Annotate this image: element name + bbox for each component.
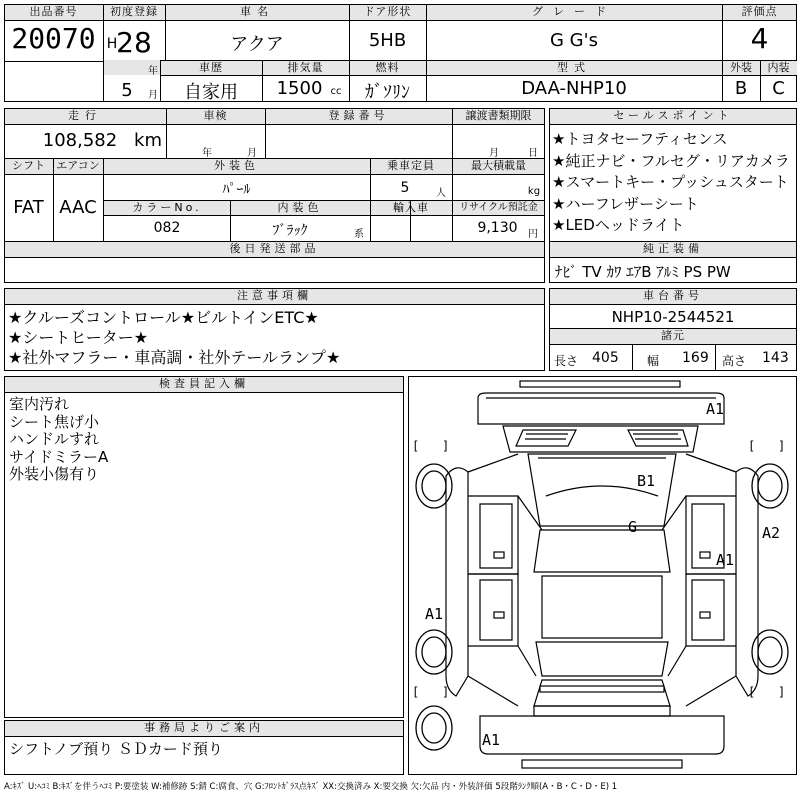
registration-label: 初度登録 [110,5,158,18]
sales-point-item: ★LEDヘッドライト [552,216,685,234]
inspector-notes [9,396,108,484]
inspector-item: シート焦げ小 [9,412,100,431]
score: 4 [750,22,769,55]
svg-text:[: [ [412,685,420,699]
shift: FAT [13,197,44,218]
sales-point-label: セールスポイント [613,109,733,122]
note-item: ★シートヒーター★ [8,328,149,347]
svg-text:]: ] [778,685,786,699]
rear-bumper [480,716,724,754]
office-label: 事務局よりご案内 [144,721,264,734]
width: 169 [682,350,709,366]
color-number: 082 [153,220,181,236]
doc-month-unit: 月 [489,148,499,159]
year-unit: 年 [148,66,158,77]
grade-label: グレード [532,5,616,18]
doc-deadline-label: 譲渡書類期限 [465,109,532,122]
note-item: ★クルーズコントロール★ビルトインETC★ [8,308,319,327]
damage-a1-left: A1 [425,605,444,623]
svg-text:[: [ [412,439,420,453]
rear-window [536,642,668,676]
inspector-item: 外装小傷有り [9,465,100,483]
damage-g-windshield: G [628,518,638,536]
svg-text:[: [ [748,685,756,699]
score-label: 評価点 [741,5,778,18]
door-label: ドア形状 [363,5,412,18]
svg-text:]: ] [778,439,786,453]
right-side [736,468,758,696]
ext-label: 外装 [730,61,752,74]
seats-unit: 人 [436,188,446,199]
ext-score: B [734,78,748,99]
interior-color-unit: 系 [354,229,364,240]
svg-text:]: ] [442,685,450,699]
model-code: DAA-NHP10 [521,78,627,99]
note-item: ★社外マフラー・車高調・社外テールランプ★ [8,348,341,367]
regno-label: 登録番号 [328,109,389,122]
car-name-label: 車名 [240,5,274,18]
color-label: 外装色 [214,159,259,172]
sales-point-item: ★スマートキー・プッシュスタート [552,173,789,191]
equipment: ﾅﾋﾞ TV ｶﾜ ｴｱB ｱﾙﾐ PS PW [555,263,731,281]
grade: G G's [550,30,598,51]
color: ﾊﾟｰﾙ [222,182,251,198]
history-label: 車歴 [199,61,223,74]
month-unit: 月 [148,90,158,101]
int-label: 内装 [767,61,790,74]
svg-text:[: [ [748,439,756,453]
recycle-fee: 9,130 [477,220,518,236]
length: 405 [592,350,619,366]
later-parts-label: 後日発送部品 [229,242,320,255]
hood [528,454,676,526]
ac: AAC [59,197,97,218]
windshield [534,530,670,572]
inspector-item: 室内汚れ [9,395,70,413]
insp-year-unit: 年 [202,148,212,159]
recycle-unit: 円 [528,229,538,240]
seats: 5 [400,180,410,196]
fuel: ｶﾞｿﾘﾝ [365,82,410,103]
reg-month: 5 [121,80,133,101]
load-unit: kg [527,186,541,197]
notes-label: 注意事項欄 [237,289,312,302]
chassis-label: 車台番号 [643,289,703,302]
fuel-label: 燃料 [375,61,400,74]
displacement-label: 排気量 [287,61,324,74]
seats-label: 乗車定員 [387,159,435,172]
sales-point-item: ★ハーフレザーシート [552,194,699,213]
shift-label: シフト [12,159,45,172]
damage-a1-front: A1 [706,400,725,418]
lot-number: 20070 [11,22,96,55]
inspector-item: ハンドルすれ [9,430,100,448]
height-label: 高さ [722,354,747,368]
sales-point-item: ★純正ナビ・フルセグ・リアカメラ [552,151,790,170]
damage-a1-right-door: A1 [716,551,735,569]
office-note: シフトノブ預り ＳＤカード預り [9,740,223,758]
svg-text:]: ] [442,439,450,453]
car-diagram [408,376,797,775]
model-label: 型式 [557,61,591,74]
damage-a2-right: A2 [762,524,781,542]
mileage-label: 走行 [68,109,102,122]
width-label: 幅 [647,354,660,368]
colorno-label: カラーNo. [132,201,202,214]
intcolor-label: 内装色 [277,201,323,214]
reg-year: 28 [116,26,152,59]
ac-label: エアコン [56,159,100,172]
height: 143 [762,350,789,366]
lot-label: 出品番号 [29,5,78,18]
int-score: C [772,78,785,99]
inspection-label: 車検 [203,109,228,122]
history: 自家用 [184,82,238,103]
displacement-unit: cc [330,86,342,97]
bottom-bumper-bar [522,760,682,768]
headlight-left [516,430,576,446]
top-bumper-bar [520,381,680,387]
sales-point-item: ★トヨタセーフティセンス [552,130,728,148]
mileage: 108,582 [42,130,118,151]
mileage-unit: km [134,130,162,151]
load-label: 最大積載量 [471,159,526,172]
displacement: 1500 [276,78,323,99]
recycle-label: リサイクル預託金 [459,202,538,213]
damage-b1-hood: B1 [637,472,656,490]
car-name: アクア [230,34,284,55]
import-label: 輸入車 [393,201,429,214]
inspector-label: 検査員記入欄 [159,377,249,390]
length-label: 長さ [554,354,579,368]
interior-color: ﾌﾞﾗｯｸ [272,223,308,239]
door-type: 5HB [368,30,407,51]
insp-month-unit: 月 [247,148,257,159]
era: H [106,36,118,52]
notes-list [8,308,340,368]
roof [542,576,662,638]
inspector-item: サイドミラーA [9,447,109,466]
equipment-label: 純正装備 [643,242,703,255]
left-side [446,468,468,696]
headlight-right [628,430,688,446]
trunk [534,680,670,706]
dimensions-label: 諸元 [661,329,685,342]
chassis-number: NHP10-2544521 [611,308,735,326]
sales-point-list [552,129,796,237]
damage-a1-rear: A1 [482,731,501,749]
doc-day-unit: 日 [528,148,538,159]
footer-legend: A:ｷｽﾞ U:ﾍｺﾐ B:ｷｽﾞを伴うﾍｺﾐ P:要塗装 W:補修跡 S:錆 C:腐食、穴 G:ﾌﾛﾝﾄｶﾞﾗｽ点ｷｽﾞ XX:交換済み X:要交換 欠:欠品 内・外装評価 5段階ﾗﾝｸ順(A・B・C・D・E) 1 [4,782,618,792]
